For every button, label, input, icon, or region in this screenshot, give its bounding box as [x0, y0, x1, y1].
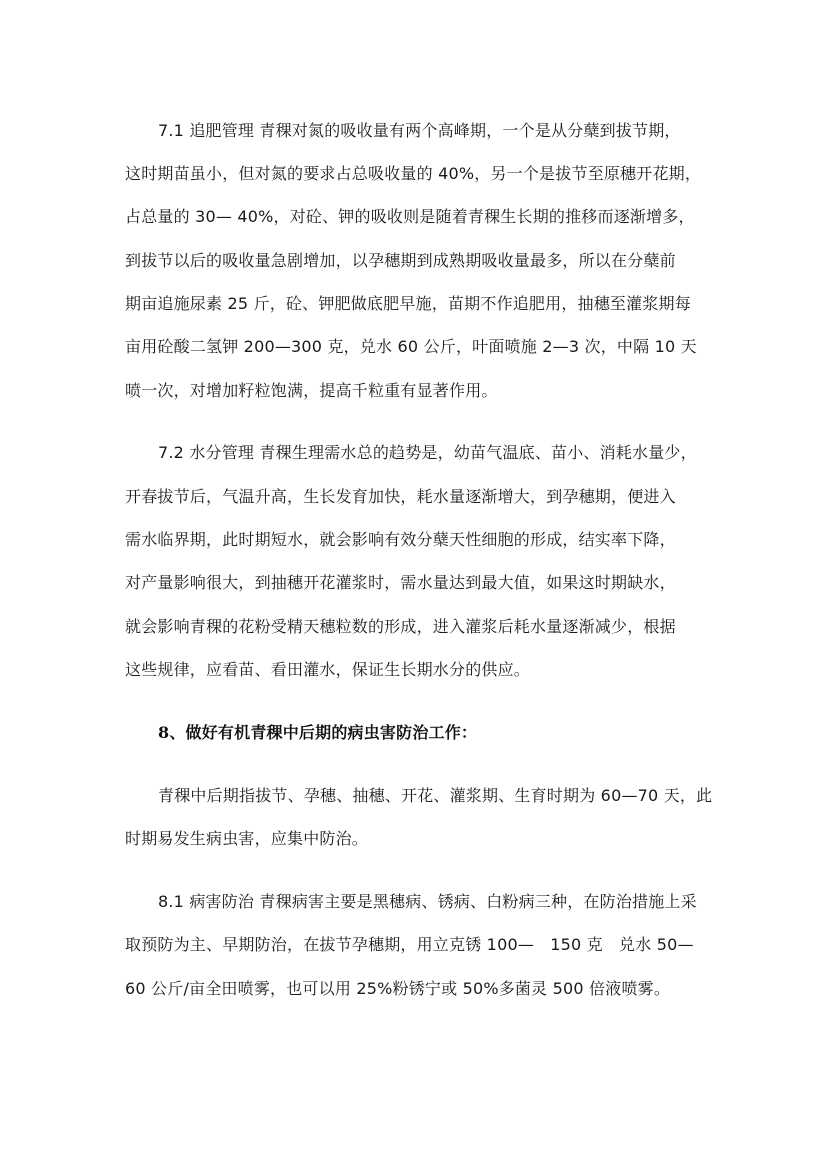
- text-line: 7.2 水分管理 青稞生理需水总的趋势是，幼苗气温底、苗小、消耗水量少，: [158, 443, 697, 462]
- text-line: 占总量的 30— 40%，对砼、钾的吸收则是随着青稞生长期的推移而逐渐增多，: [125, 207, 695, 226]
- text-line: 期亩追施尿素 25 斤，砼、钾肥做底肥早施，苗期不作追肥用，抽穗至灌浆期每: [125, 294, 691, 313]
- text-line: 取预防为主、早期防治，在拔节孕穗期，用立克锈 100— 150 克 兑水 50—: [125, 935, 694, 954]
- text-line: 这些规律，应看苗、看田灌水，保证生长期水分的供应。: [125, 660, 531, 679]
- text-line: 青稞中后期指拔节、孕穗、抽穗、开花、灌浆期、生育时期为 60—70 天，此: [158, 786, 713, 805]
- text-line: 对产量影响很大，到抽穗开花灌浆时，需水量达到最大值，如果这时期缺水，: [125, 573, 676, 592]
- text-line: 需水临界期，此时期短水，就会影响有效分蘖天性细胞的形成，结实率下降，: [125, 530, 676, 549]
- text-line: 这时期苗虽小，但对氮的要求占总吸收量的 40%，另一个是拔节至原穗开花期，: [125, 164, 702, 183]
- text-line: 到拔节以后的吸收量急剧增加，以孕穗期到成熟期吸收量最多，所以在分蘖前: [125, 251, 676, 270]
- text-line: 开春拔节后，气温升高，生长发育加快，耗水量逐渐增大，到孕穗期，便进入: [125, 487, 676, 506]
- text-line: 喷一次，对增加籽粒饱满，提高千粒重有显著作用。: [125, 381, 498, 400]
- section-heading: 8、做好有机青稞中后期的病虫害防治工作：: [158, 723, 478, 742]
- text-line: 亩用砼酸二氢钾 200—300 克，兑水 60 公斤，叶面喷施 2—3 次，中隔 10 天: [125, 337, 697, 356]
- text-line: 就会影响青稞的花粉受精天穗粒数的形成，进入灌浆后耗水量逐渐减少，根据: [125, 617, 676, 636]
- text-line: 时期易发生病虫害，应集中防治。: [125, 829, 369, 848]
- text-line: 60 公斤/亩全田喷雾，也可以用 25%粉锈宁或 50%多菌灵 500 倍液喷雾。: [125, 979, 671, 998]
- text-line: 7.1 追肥管理 青稞对氮的吸收量有两个高峰期，一个是从分蘖到拔节期，: [158, 121, 681, 140]
- text-line: 8.1 病害防治 青稞病害主要是黑穗病、锈病、白粉病三种，在防治措施上采: [158, 892, 697, 911]
